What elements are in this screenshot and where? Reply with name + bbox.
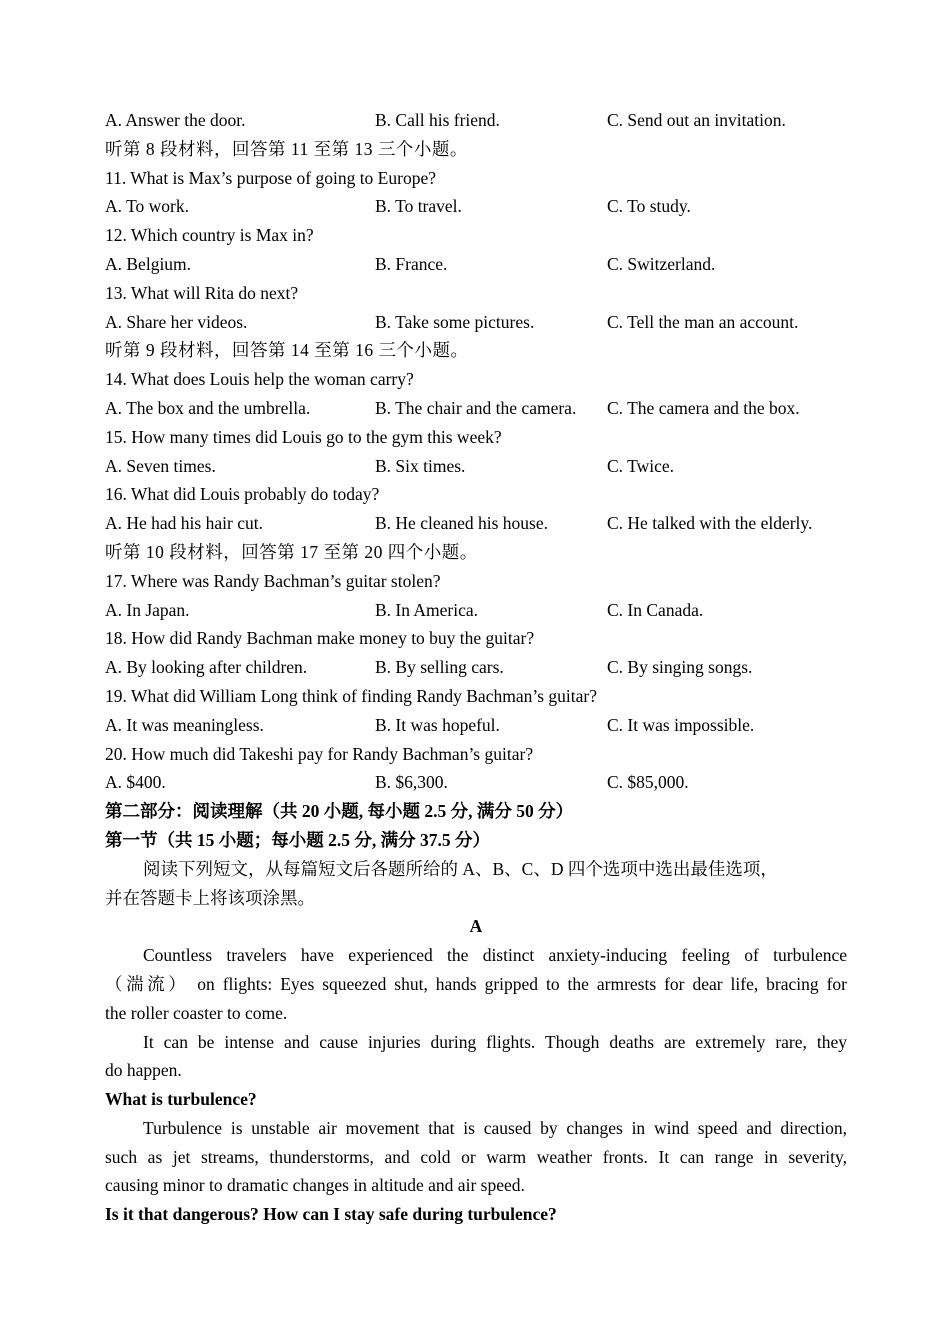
answer-options-row: [105, 596, 847, 625]
answer-option: B. To travel.: [375, 196, 462, 217]
answer-option: A. In Japan.: [105, 599, 190, 620]
text-line: such as jet streams, thunderstorms, and cold or warm weather fronts. It can range in severity,: [105, 1146, 847, 1167]
text-line: Countless travelers have experienced the distinct anxiety-inducing feeling of turbulence: [143, 945, 847, 966]
text-line: 听第 9 段材料，回答第 14 至第 16 三个小题。: [105, 340, 469, 361]
answer-options-row: [105, 711, 847, 740]
section-heading: A: [469, 916, 483, 937]
answer-option: C. Send out an invitation.: [607, 110, 786, 130]
answer-option: A. Belgium.: [105, 253, 192, 274]
answer-option: B. $6,300.: [375, 772, 448, 793]
answer-option: C. It was impossible.: [607, 714, 755, 735]
answer-option: A. He had his hair cut.: [105, 513, 263, 534]
text-line: It can be intense and cause injuries during flights. Though deaths are extremely rare, they: [143, 1031, 847, 1052]
answer-options-row: [105, 452, 847, 481]
answer-option: C. Tell the man an account.: [607, 311, 799, 332]
document-page: [105, 106, 847, 1229]
text-line: 阅读下列短文，从每篇短文后各题所给的 A、B、C、D 四个选项中选出最佳选项，: [143, 858, 778, 879]
answer-option: A. Answer the door.: [105, 110, 246, 130]
question-text: 15. How many times did Louis go to the gym this week?: [105, 426, 502, 447]
answer-options-row: [105, 768, 847, 797]
answer-option: A. By looking after children.: [105, 657, 308, 678]
answer-option: B. Call his friend.: [375, 110, 500, 130]
answer-options-row: [105, 394, 847, 423]
answer-option: A. It was meaningless.: [105, 714, 264, 735]
answer-options-row: [105, 308, 847, 337]
text-line: do happen.: [105, 1060, 182, 1081]
answer-option: C. The camera and the box.: [607, 397, 800, 418]
answer-option: B. In America.: [375, 599, 479, 620]
answer-option: C. Twice.: [607, 455, 674, 476]
question-text: 11. What is Max’s purpose of going to Europe?: [105, 167, 436, 188]
section-heading: 第二部分：阅读理解（共 20 小题, 每小题 2.5 分, 满分 50 分）: [105, 801, 574, 822]
question-text: 14. What does Louis help the woman carry?: [105, 369, 414, 390]
question-text: 13. What will Rita do next?: [105, 282, 299, 303]
question-text: 12. Which country is Max in?: [105, 225, 314, 246]
answer-option: C. He talked with the elderly.: [607, 513, 813, 534]
answer-option: B. He cleaned his house.: [375, 513, 549, 534]
answer-option: C. By singing songs.: [607, 657, 753, 678]
answer-option: A. Seven times.: [105, 455, 216, 476]
answer-options-row: [105, 106, 847, 135]
answer-option: C. $85,000.: [607, 772, 689, 793]
section-heading: Is it that dangerous? How can I stay safe during turbulence?: [105, 1204, 557, 1225]
answer-options-row: [105, 250, 847, 279]
answer-option: B. By selling cars.: [375, 657, 504, 678]
question-text: 18. How did Randy Bachman make money to buy the guitar?: [105, 628, 535, 649]
answer-option: B. It was hopeful.: [375, 714, 500, 735]
answer-option: B. The chair and the camera.: [375, 397, 577, 418]
answer-option: A. Share her videos.: [105, 311, 248, 332]
answer-option: C. To study.: [607, 196, 691, 217]
answer-options-row: [105, 653, 847, 682]
text-line: 听第 8 段材料，回答第 11 至第 13 三个小题。: [105, 138, 468, 159]
answer-option: B. Take some pictures.: [375, 311, 535, 332]
question-text: 19. What did William Long think of finding Randy Bachman’s guitar?: [105, 685, 597, 706]
section-heading: 第一节（共 15 小题；每小题 2.5 分, 满分 37.5 分）: [105, 829, 490, 850]
answer-option: B. Six times.: [375, 455, 466, 476]
text-line: 并在答题卡上将该项涂黑。: [105, 887, 315, 908]
question-text: 20. How much did Takeshi pay for Randy Bachman’s guitar?: [105, 743, 534, 764]
answer-option: B. France.: [375, 253, 448, 274]
section-heading: What is turbulence?: [105, 1089, 257, 1110]
answer-option: C. In Canada.: [607, 599, 704, 620]
question-text: 17. Where was Randy Bachman’s guitar stolen?: [105, 570, 441, 591]
answer-option: A. To work.: [105, 196, 190, 217]
answer-options-row: [105, 192, 847, 221]
answer-options-row: [105, 509, 847, 538]
text-line: causing minor to dramatic changes in altitude and air speed.: [105, 1175, 525, 1196]
question-text: 16. What did Louis probably do today?: [105, 484, 380, 505]
text-line: Turbulence is unstable air movement that is caused by changes in wind speed and direction,: [143, 1117, 847, 1138]
text-line: 听第 10 段材料，回答第 17 至第 20 四个小题。: [105, 541, 478, 562]
answer-option: A. $400.: [105, 772, 166, 793]
text-line: the roller coaster to come.: [105, 1002, 288, 1023]
answer-option: C. Switzerland.: [607, 253, 716, 274]
answer-option: A. The box and the umbrella.: [105, 397, 311, 418]
text-line: （湍流） on flights: Eyes squeezed shut, hands gripped to the armrests for dear life, bracing for: [105, 973, 847, 994]
